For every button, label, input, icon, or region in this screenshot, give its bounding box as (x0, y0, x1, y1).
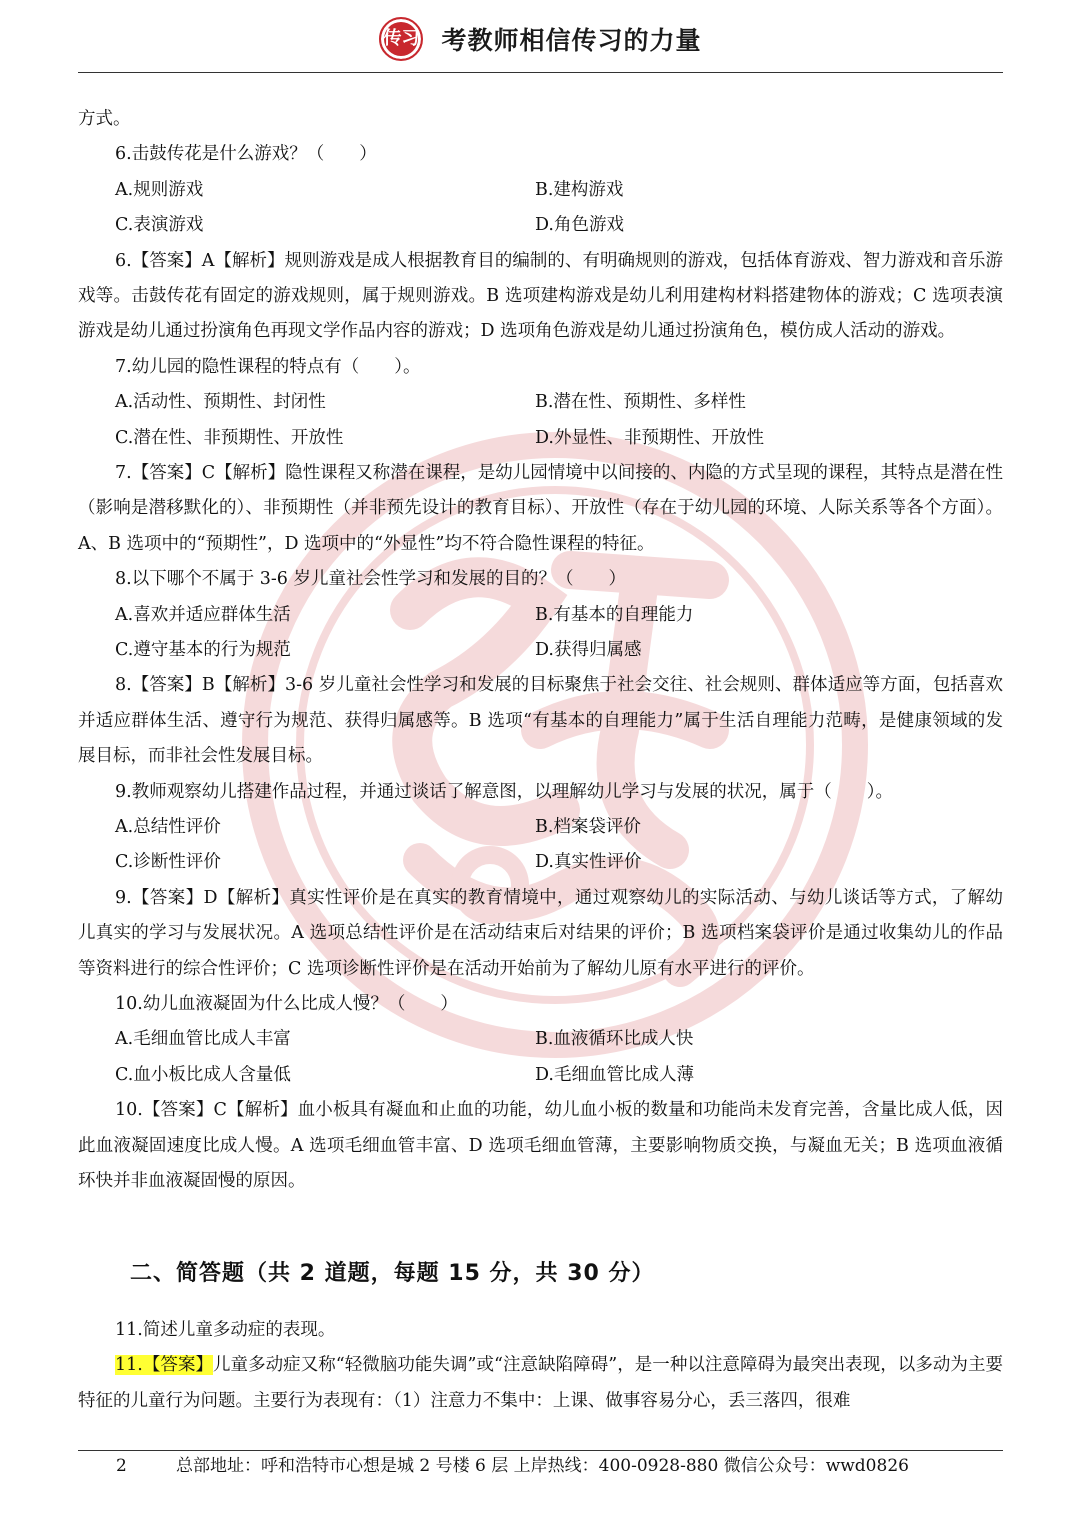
options-row (78, 208, 1003, 243)
options-row (78, 598, 1003, 633)
option-a: A.喜欢并适应群体生活 (115, 604, 291, 625)
page-footer (78, 1452, 1003, 1480)
answer-8: 8.【答案】B【解析】3-6 岁儿童社会性学习和发展的目标聚焦于社会交往、社会规则、群体适应等方面，包括喜欢并适应群体生活、遵守行为规范、获得归属感等。B 选项“有基本的自理能力”属于生活自理能力范畴，是健康领域的发展目标，而非社会性发展目标。 (78, 675, 1003, 767)
answer-11-text: 儿童多动症又称“轻微脑功能失调”或“注意缺陷障碍”，是一种以注意障碍为最突出表现，以多动为主要特征的儿童行为问题。主要行为表现有：（1）注意力不集中：上课、做事容易分心，丢三落四，很难 (78, 1355, 1003, 1411)
options-row (78, 810, 1003, 845)
option-b: B.档案袋评价 (535, 816, 641, 837)
option-a: A.规则游戏 (115, 179, 204, 200)
options-row (78, 173, 1003, 208)
option-c: C.遵守基本的行为规范 (115, 639, 291, 660)
option-c: C.表演游戏 (115, 215, 204, 236)
answer-10: 10.【答案】C【解析】血小板具有凝血和止血的功能，幼儿血小板的数量和功能尚未发育完善，含量比成人低，因此血液凝固速度比成人慢。A 选项毛细血管丰富、D 选项毛细血管薄，主要影响物质交换，与凝血无关；B 选项血液循环快并非血液凝固慢的原因。 (78, 1100, 1003, 1191)
options-row (78, 633, 1003, 668)
option-b: B.潜在性、预期性、多样性 (535, 392, 746, 413)
answer-7: 7.【答案】C【解析】隐性课程又称潜在课程，是幼儿园情境中以间接的、内隐的方式呈现的课程，其特点是潜在性（影响是潜移默化的）、非预期性（并非预先设计的教育目标）、开放性（存在于幼儿园的环境、人际关系等各个方面）。A、B 选项中的“预期性”，D 选项中的“外显性”均不符合隐性课程的特征。 (78, 462, 1003, 554)
header-divider (78, 72, 1003, 73)
question-9: 9.教师观察幼儿搭建作品过程，并通过谈话了解意图，以理解幼儿学习与发展的状况，属于（ ）。 (115, 781, 893, 802)
option-c: C.诊断性评价 (115, 852, 221, 873)
option-b: B.建构游戏 (535, 179, 624, 200)
option-a: A.活动性、预期性、封闭性 (115, 392, 326, 413)
question-7: 7.幼儿园的隐性课程的特点有（ ）。 (115, 356, 421, 377)
option-a: A.毛细血管比成人丰富 (115, 1029, 291, 1050)
option-d: D.毛细血管比成人薄 (535, 1064, 694, 1085)
options-row (78, 385, 1003, 420)
option-b: B.有基本的自理能力 (535, 604, 694, 625)
page-header (78, 0, 1003, 74)
page-number: 2 (116, 1456, 127, 1476)
answer-9: 9.【答案】D【解析】真实性评价是在真实的教育情境中，通过观察幼儿的实际活动、与幼儿谈话等方式，了解幼儿真实的学习与发展状况。A 选项总结性评价是在活动结束后对结果的评价；B 选项档案袋评价是通过收集幼儿的作品等资料进行的综合性评价；C 选项诊断性评价是在活动开始前为了解幼儿原有水平进行的评价。 (78, 887, 1003, 979)
footer-divider (78, 1450, 1003, 1451)
logo-mark: 传习 (383, 28, 420, 49)
question-8: 8.以下哪个不属于 3-6 岁儿童社会性学习和发展的目的？（ ） (115, 569, 627, 590)
option-c: C.血小板比成人含量低 (115, 1064, 291, 1085)
short-answer-content (78, 1313, 1003, 1419)
section-title: 二、简答题（共 2 道题，每题 15 分，共 30 分） (130, 1261, 655, 1286)
option-b: B.血液循环比成人快 (535, 1029, 694, 1050)
option-d: D.获得归属感 (535, 639, 642, 660)
answer-6: 6.【答案】A【解析】规则游戏是成人根据教育目的编制的、有明确规则的游戏，包括体育游戏、智力游戏和音乐游戏等。击鼓传花有固定的游戏规则，属于规则游戏。B 选项建构游戏是幼儿利用建构材料搭建物体的游戏；C 选项表演游戏是幼儿通过扮演角色再现文学作品内容的游戏；D 选项角色游戏是幼儿通过扮演角色，模仿成人活动的游戏。 (78, 250, 1003, 342)
question-6: 6.击鼓传花是什么游戏？（ ） (115, 144, 377, 165)
question-11: 11.简述儿童多动症的表现。 (115, 1320, 336, 1340)
header-title: 考教师相信传习的力量 (441, 26, 702, 55)
options-row (78, 845, 1003, 880)
options-row (78, 1058, 1003, 1093)
option-d: D.真实性评价 (535, 852, 642, 873)
option-d: D.角色游戏 (535, 215, 624, 236)
option-a: A.总结性评价 (115, 816, 221, 837)
answer-label-highlight: 11.【答案】 (115, 1355, 214, 1376)
continuation-text: 方式。 (78, 109, 131, 129)
option-d: D.外显性、非预期性、开放性 (535, 427, 764, 448)
options-row (78, 1022, 1003, 1057)
answer-11 (78, 1348, 1003, 1419)
qa-content (78, 102, 1003, 1199)
option-c: C.潜在性、非预期性、开放性 (115, 427, 344, 448)
brand-logo-icon (379, 17, 423, 61)
question-10: 10.幼儿血液凝固为什么比成人慢？（ ） (115, 993, 458, 1014)
footer-contact: 总部地址：呼和浩特市心想是城 2 号楼 6 层 上岸热线：400-0928-880 微信公众号：wwd0826 (176, 1456, 909, 1476)
options-row (78, 421, 1003, 456)
